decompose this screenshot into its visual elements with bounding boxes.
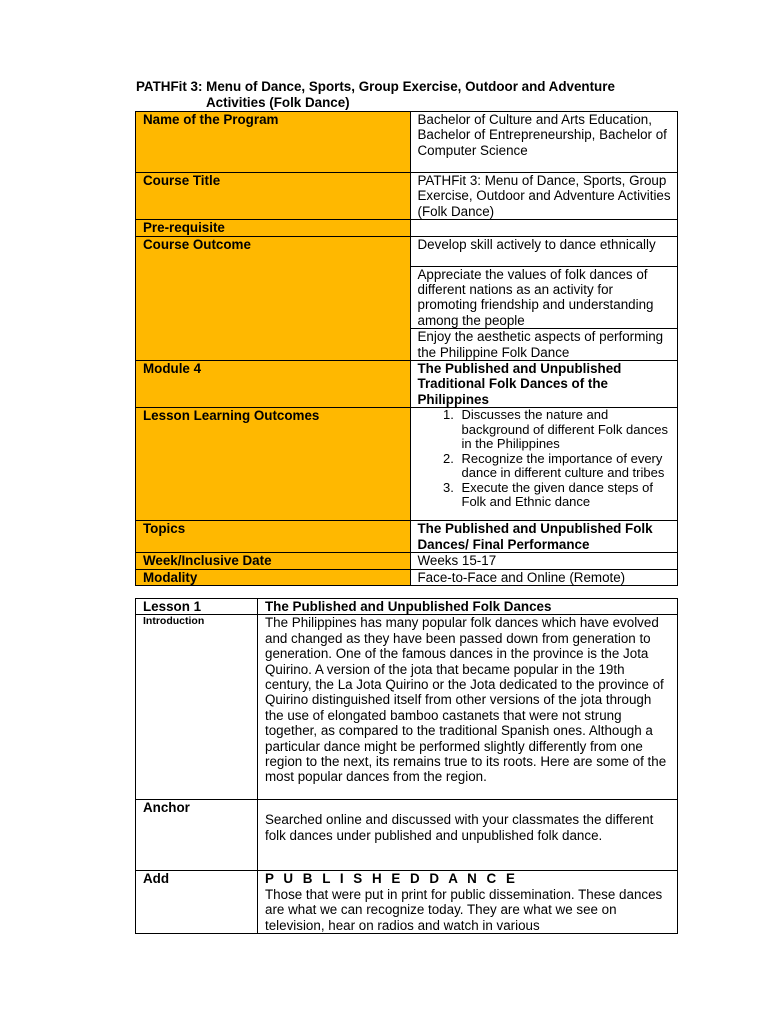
course-outcome-label: Course Outcome xyxy=(136,236,411,360)
list-item: 2. Recognize the importance of every dance in different culture and tribes xyxy=(458,452,674,481)
table-row xyxy=(136,236,678,266)
add-label: Add xyxy=(136,871,258,934)
llo-cell xyxy=(410,408,678,521)
table-row xyxy=(136,361,678,408)
lesson-title: The Published and Unpublished Folk Dances xyxy=(258,599,678,615)
list-item: 3. Execute the given dance steps of Folk and Ethnic dance xyxy=(458,481,674,510)
anchor-label: Anchor xyxy=(136,800,258,871)
course-title-label: Course Title xyxy=(136,173,411,220)
add-cell xyxy=(258,871,678,934)
llo-list xyxy=(418,408,674,510)
table-row xyxy=(136,553,678,569)
prerequisite-label: Pre-requisite xyxy=(136,220,411,236)
table-row xyxy=(136,871,678,934)
week-value: Weeks 15-17 xyxy=(410,553,678,569)
anchor-cell xyxy=(258,800,678,871)
prerequisite-value xyxy=(410,220,678,236)
module-value: The Published and Unpublished Traditional Folk Dances of the Philippines xyxy=(410,361,678,408)
title-line-1: PATHFit 3: Menu of Dance, Sports, Group Exercise, Outdoor and Adventure xyxy=(136,79,615,94)
add-text: Those that were put in print for public dissemination. These dances are what we can recognize today. They are what we see on television, hear on radios and watch in various xyxy=(265,886,663,933)
program-value: Bachelor of Culture and Arts Education, Bachelor of Entrepreneurship, Bachelor of Computer Science xyxy=(410,112,678,173)
introduction-label: Introduction xyxy=(136,615,258,800)
table-row xyxy=(136,112,678,173)
published-dance-heading: P U B L I S H E D D A N C E xyxy=(265,871,518,887)
table-row xyxy=(136,615,678,800)
modality-value: Face-to-Face and Online (Remote) xyxy=(410,569,678,585)
week-label: Week/Inclusive Date xyxy=(136,553,411,569)
introduction-text: The Philippines has many popular folk dances which have evolved and changed as they have been passed down from generation to generation. One of the famous dances in the province is the Jota Quirino. A version of the jota that became popular in the 19th century, the La Jota Quirino or the Jota dedicated to the province of Quirino distinguished itself from other versions of the jota through the use of elongated bamboo castanets that were not strung together, as compared to the traditional Spanish ones. Although a particular dance might be performed slightly differently from one region to the next, its remains true to its roots. Here are some of the most popular dances from the region. xyxy=(258,615,678,800)
course-info-table xyxy=(135,111,678,586)
modality-label: Modality xyxy=(136,569,411,585)
llo-label: Lesson Learning Outcomes xyxy=(136,408,411,521)
title-line-2: Activities (Folk Dance) xyxy=(206,95,350,110)
table-row xyxy=(136,599,678,615)
program-label: Name of the Program xyxy=(136,112,411,173)
course-outcome-1: Develop skill actively to dance ethnically xyxy=(410,236,678,266)
module-label: Module 4 xyxy=(136,361,411,408)
course-outcome-2: Appreciate the values of folk dances of different nations as an activity for promoting friendship and understanding among the people xyxy=(410,266,678,329)
table-row xyxy=(136,569,678,585)
lesson-table xyxy=(135,598,678,934)
course-title-value: PATHFit 3: Menu of Dance, Sports, Group Exercise, Outdoor and Adventure Activities (Folk Dance) xyxy=(410,173,678,220)
course-outcome-3: Enjoy the aesthetic aspects of performing the Philippine Folk Dance xyxy=(410,329,678,361)
anchor-text: Searched online and discussed with your classmates the different folk dances under published and unpublished folk dance. xyxy=(265,812,654,843)
table-row xyxy=(136,220,678,236)
table-row xyxy=(136,173,678,220)
list-item: 1. Discusses the nature and background of different Folk dances in the Philippines xyxy=(458,408,674,452)
table-row xyxy=(136,521,678,553)
spacer xyxy=(265,800,673,812)
table-row xyxy=(136,408,678,521)
table-row xyxy=(136,800,678,871)
topics-value: The Published and Unpublished Folk Dances/ Final Performance xyxy=(410,521,678,553)
lesson-label: Lesson 1 xyxy=(136,599,258,615)
topics-label: Topics xyxy=(136,521,411,553)
document-title xyxy=(136,79,696,111)
